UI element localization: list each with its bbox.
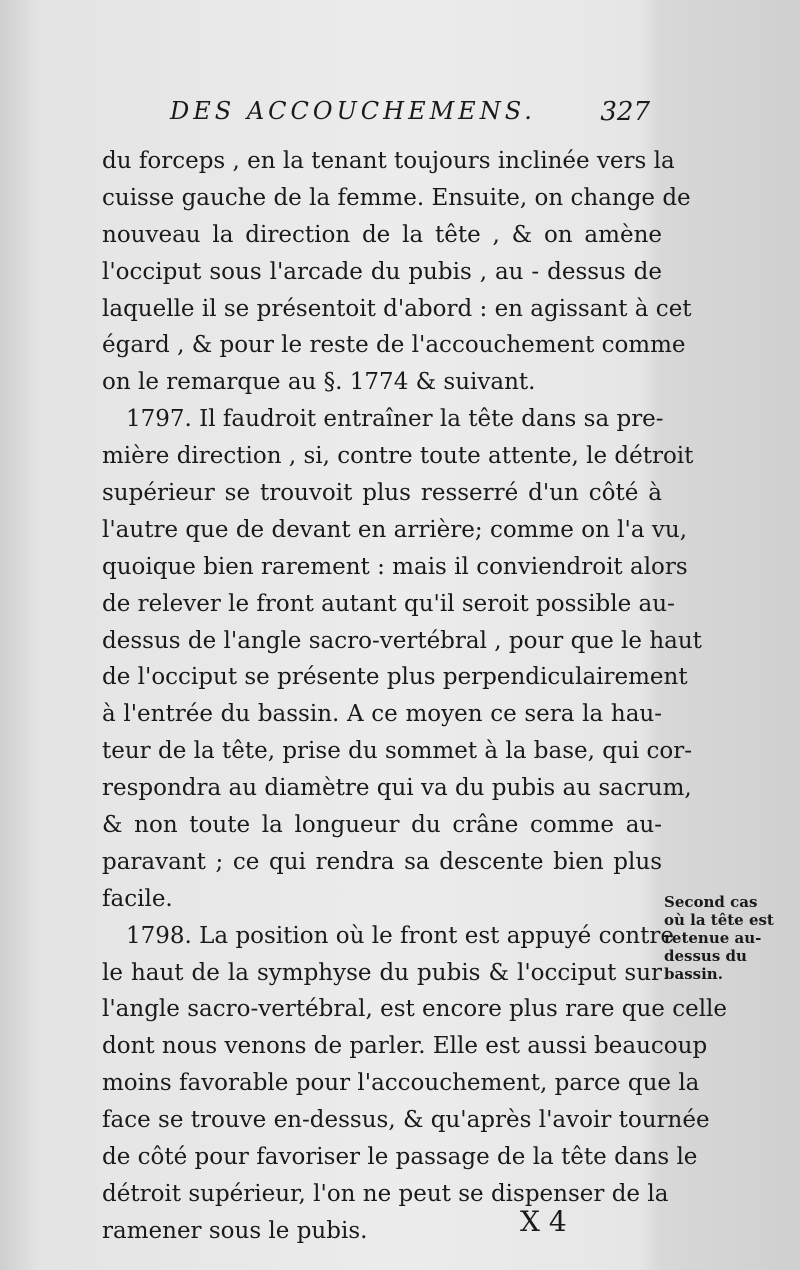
margin-note-line: Second cas [664, 893, 758, 911]
margin-note-line: dessus du [664, 947, 747, 965]
text-line: l'autre que de devant en arrière; comme on l'a vu, [102, 516, 688, 543]
text-line: cuisse gauche de la femme. Ensuite, on change de [102, 184, 691, 211]
page-number: 327 [600, 97, 650, 127]
running-head-title: DES ACCOUCHEMENS. [170, 97, 536, 125]
text-line: l'occiput sous l'arcade du pubis , au - dessus de [102, 258, 662, 285]
text-line: supérieur se trouvoit plus resserré d'un côté à [102, 480, 662, 507]
text-line: respondra au diamètre qui va du pubis au sacrum, [102, 775, 692, 802]
signature-mark: X 4 [520, 1205, 567, 1238]
text-line: dessus de l'angle sacro-vertébral , pour que le haut [102, 627, 702, 654]
text-line: de l'occiput se présente plus perpendiculairement [102, 664, 688, 691]
margin-note-line: où la tête est [664, 911, 774, 929]
text-line: facile. [102, 885, 173, 912]
text-line: on le remarque au §. 1774 & suivant. [102, 369, 536, 396]
paragraph-1797-start: 1797. Il faudroit entraîner la tête dans sa pre- [126, 406, 664, 433]
text-line: nouveau la direction de la tête , & on amène [102, 221, 662, 248]
text-line: dont nous venons de parler. Elle est aussi beaucoup [102, 1033, 708, 1060]
text-line: l'angle sacro-vertébral, est encore plus rare que celle [102, 996, 728, 1023]
margin-note-line: retenue au- [664, 929, 762, 947]
margin-note [664, 893, 800, 983]
text-line: du forceps , en la tenant toujours inclinée vers la [102, 148, 675, 174]
text-line: de côté pour favoriser le passage de la tête dans le [102, 1144, 698, 1171]
text-line: mière direction , si, contre toute attente, le détroit [102, 443, 694, 470]
text-line: égard , & pour le reste de l'accouchement comme [102, 332, 686, 359]
running-head [170, 97, 650, 137]
text-line: quoique bien rarement : mais il conviendroit alors [102, 553, 688, 580]
text-line: détroit supérieur, l'on ne peut se dispenser de la [102, 1180, 669, 1207]
paragraph-1798-start: 1798. La position où le front est appuyé contre [126, 922, 674, 949]
text-line: face se trouve en-dessus, & qu'après l'avoir tournée [102, 1107, 710, 1134]
margin-note-line: bassin. [664, 965, 723, 983]
text-line: le haut de la symphyse du pubis & l'occiput sur [102, 959, 662, 986]
text-line: & non toute la longueur du crâne comme au- [102, 812, 662, 839]
text-line: teur de la tête, prise du sommet à la base, qui cor- [102, 738, 692, 765]
text-line: ramener sous le pubis. [102, 1217, 368, 1244]
text-line: de relever le front autant qu'il seroit possible au- [102, 590, 675, 617]
text-line: à l'entrée du bassin. A ce moyen ce sera la hau- [102, 701, 662, 728]
text-line: paravant ; ce qui rendra sa descente bien plus [102, 848, 662, 875]
text-line: laquelle il se présentoit d'abord : en agissant à cet [102, 295, 692, 322]
text-line: moins favorable pour l'accouchement, parce que la [102, 1070, 700, 1097]
